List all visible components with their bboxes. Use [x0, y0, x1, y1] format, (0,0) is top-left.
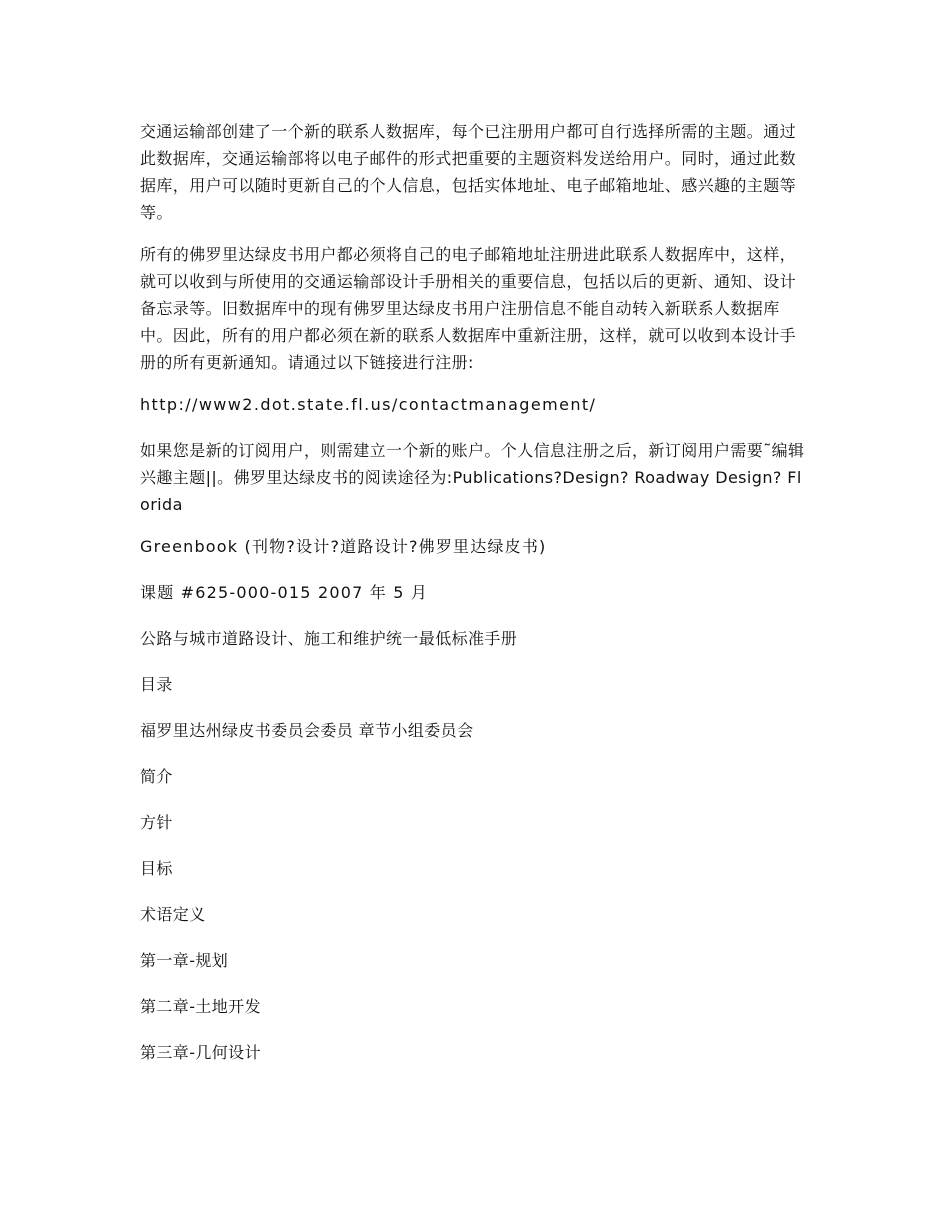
toc-item-introduction: 简介: [140, 767, 173, 786]
subscribe-paragraph: 如果您是新的订阅用户，则需建立一个新的账户。个人信息注册之后，新订阅用户需要˜编辑兴趣主题||。佛罗里达绿皮书的阅读途径为:Publications?Design? Roadway Design? Florida: [140, 441, 805, 514]
toc-item-policy: 方针: [140, 813, 173, 832]
document-body: [140, 118, 810, 1085]
topic-line: 课题 #625-000-015 2007 年 5 月: [140, 583, 429, 602]
greenbook-line: Greenbook (刊物?设计?道路设计?佛罗里达绿皮书): [140, 537, 547, 556]
toc-item-committee: 福罗里达州绿皮书委员会委员 章节小组委员会: [140, 721, 474, 740]
manual-title: 公路与城市道路设计、施工和维护统一最低标准手册: [140, 629, 518, 648]
registration-paragraph: 所有的佛罗里达绿皮书用户都必须将自己的电子邮箱地址注册进此联系人数据库中，这样，就可以收到与所使用的交通运输部设计手册相关的重要信息，包括以后的更新、通知、设计备忘录等。旧数据库中的现有佛罗里达绿皮书用户注册信息不能自动转入新联系人数据库中。因此，所有的用户都必须在新的联系人数据库中重新注册，这样，就可以收到本设计手册的所有更新通知。请通过以下链接进行注册:: [140, 245, 797, 372]
toc-item-chapter-2: 第二章-土地开发: [140, 997, 261, 1016]
toc-item-objectives: 目标: [140, 859, 173, 878]
toc-item-definitions: 术语定义: [140, 905, 206, 924]
toc-item-chapter-1: 第一章-规划: [140, 951, 229, 970]
registration-url[interactable]: http://www2.dot.state.fl.us/contactmanagement/: [140, 395, 597, 414]
toc-heading: 目录: [140, 675, 173, 694]
intro-paragraph: 交通运输部创建了一个新的联系人数据库，每个已注册用户都可自行选择所需的主题。通过此数据库，交通运输部将以电子邮件的形式把重要的主题资料发送给用户。同时，通过此数据库，用户可以随时更新自己的个人信息，包括实体地址、电子邮箱地址、感兴趣的主题等等。: [140, 122, 797, 222]
toc-item-chapter-3: 第三章-几何设计: [140, 1043, 261, 1062]
